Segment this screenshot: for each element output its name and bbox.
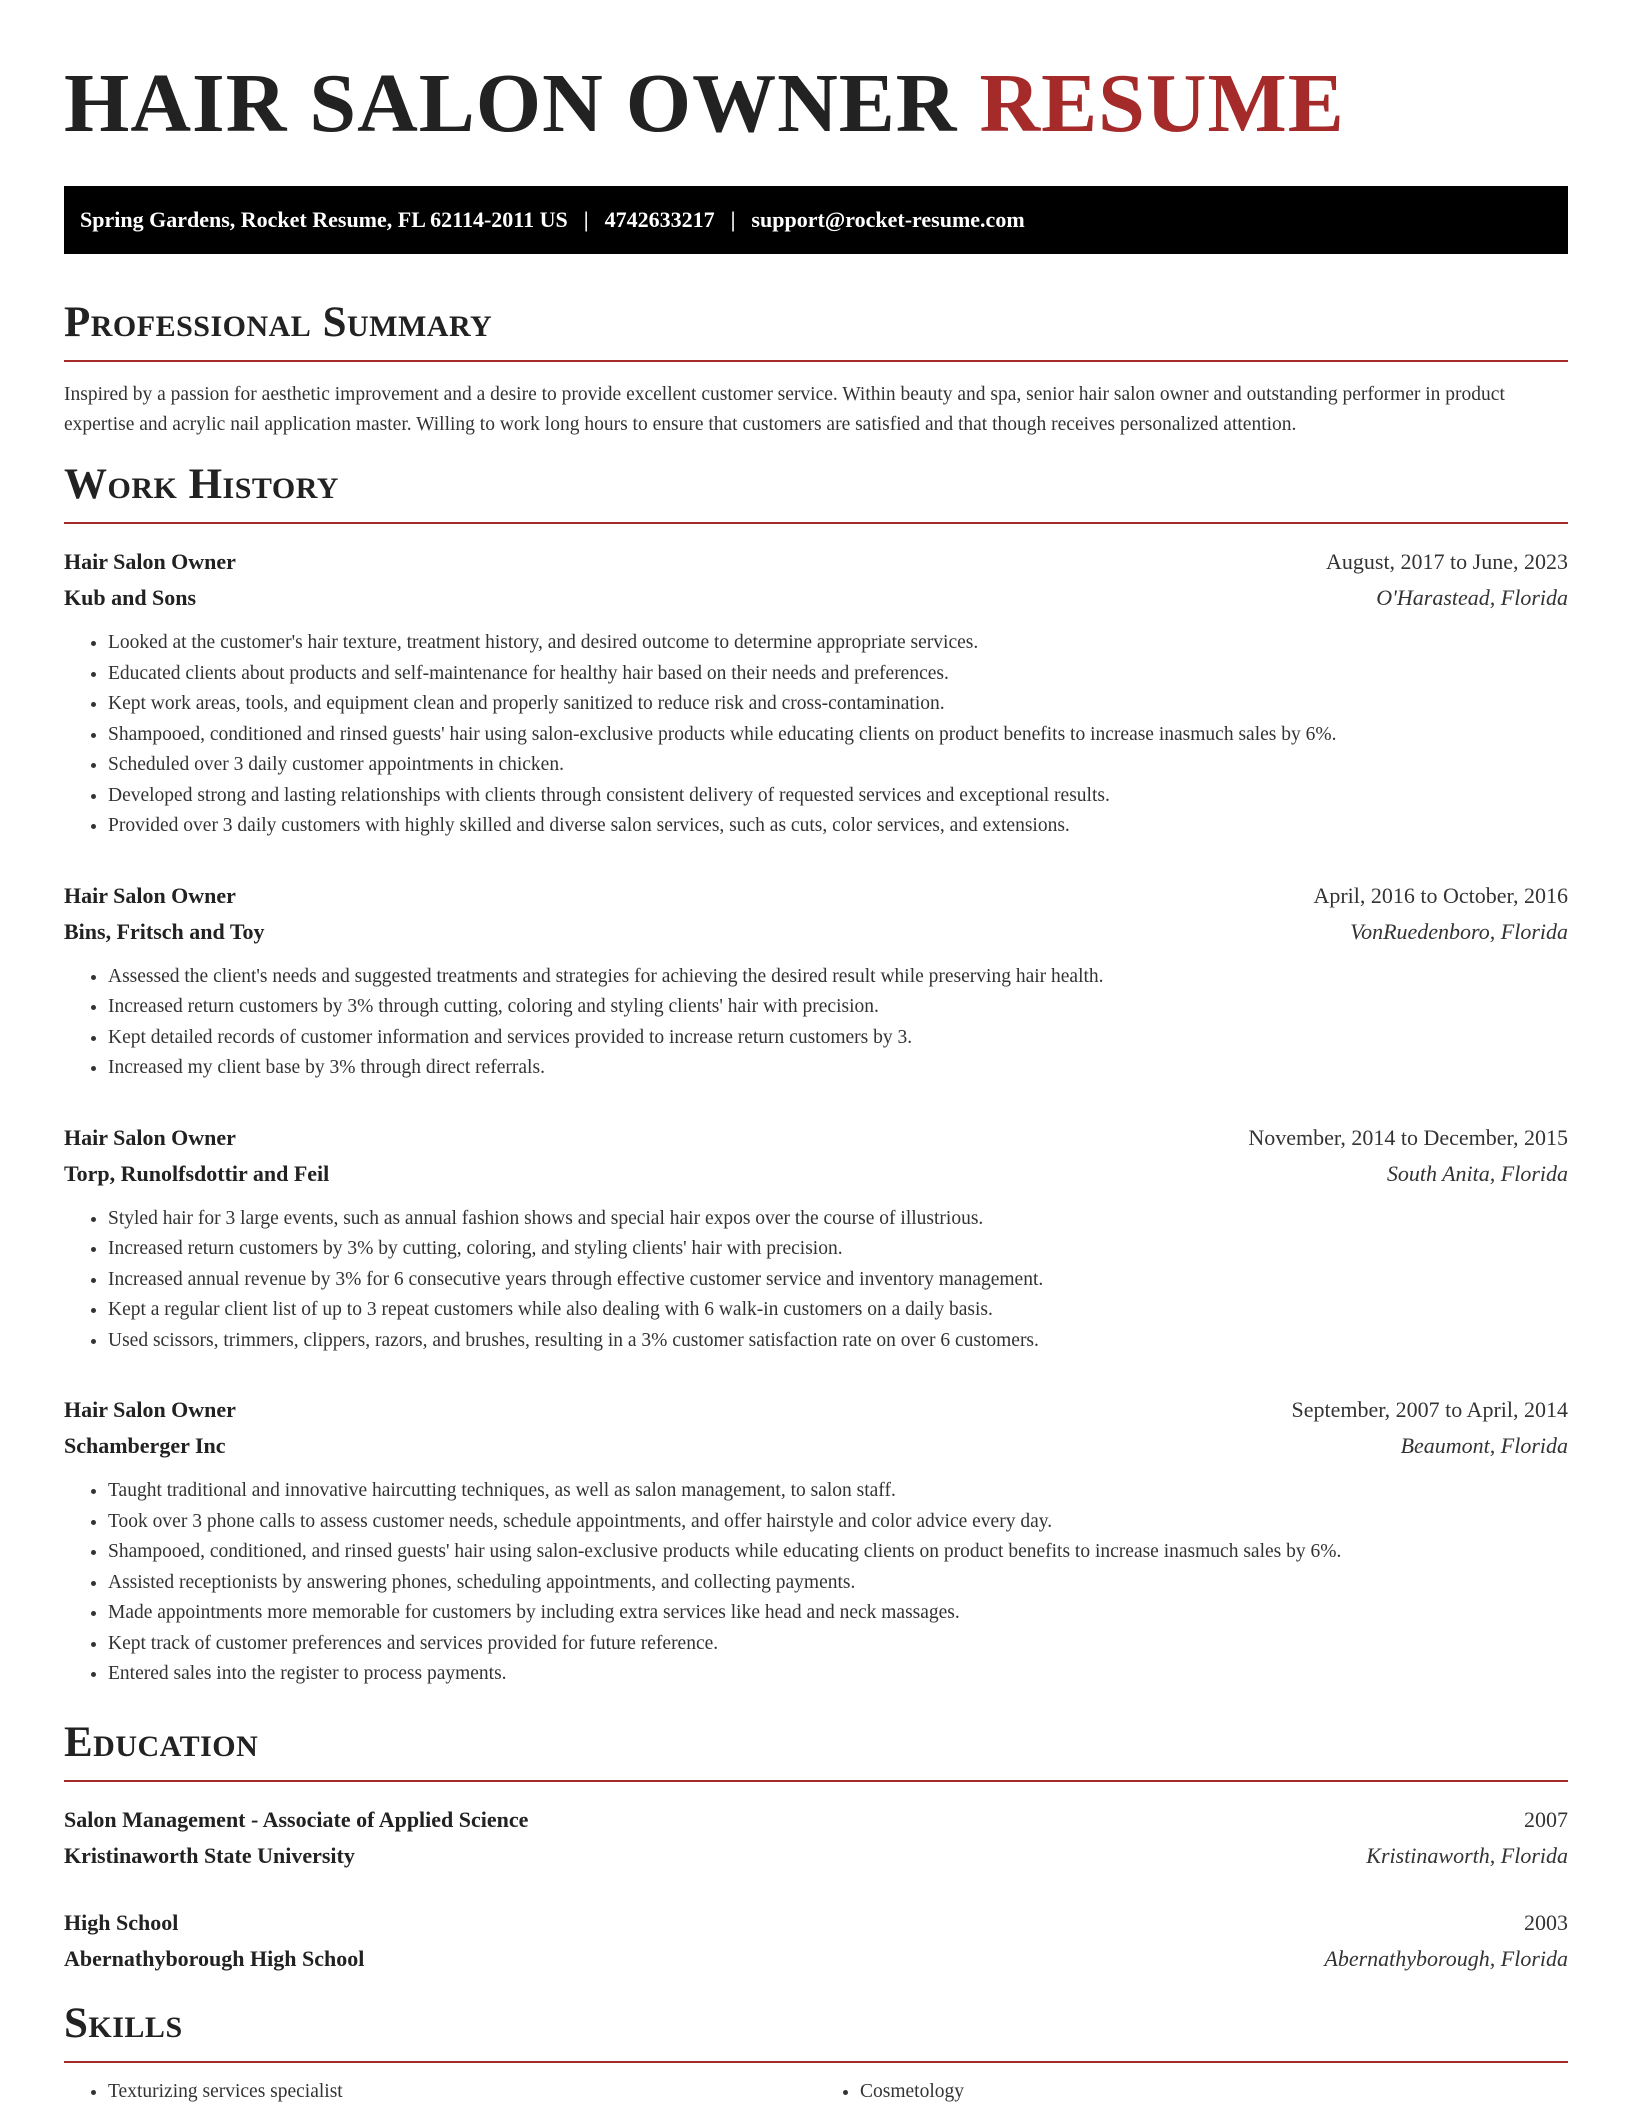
job-bullet: • Shampooed, conditioned and rinsed guests' hair using salon-exclusive products while educating clients on product benefits to increase inasmuch sales by 6%. — [108, 720, 1568, 751]
job-bullet: • Kept a regular client list of up to 3 repeat customers while also dealing with 6 walk-in customers on a daily basis. — [108, 1295, 1568, 1326]
job-dates: August, 2017 to June, 2023 — [1326, 549, 1568, 574]
job-location: O'Harastead, Florida — [1376, 585, 1568, 610]
contact-phone: 4742633217 — [604, 207, 715, 232]
job-header-row — [64, 878, 1568, 914]
job-bullet: • Shampooed, conditioned, and rinsed guests' hair using salon-exclusive products while educating clients on product benefits to increase inasmuch sales by 6%. — [108, 1537, 1568, 1568]
job-title: Hair Salon Owner — [64, 549, 236, 574]
job-bullet: • Kept track of customer preferences and services provided for future reference. — [108, 1629, 1568, 1660]
job-company-row — [64, 1428, 1568, 1464]
education-degree: Salon Management - Associate of Applied Science — [64, 1806, 529, 1832]
title-main: HAIR SALON OWNER — [64, 57, 958, 150]
section-divider — [64, 360, 1568, 362]
job-bullets — [64, 1204, 1568, 1357]
education-year: 2003 — [1524, 1909, 1568, 1935]
section-divider — [64, 522, 1568, 524]
job-location: VonRuedenboro, Florida — [1350, 918, 1568, 944]
job-header-row — [64, 1120, 1568, 1156]
education-degree: High School — [64, 1909, 179, 1935]
skills-heading: Skills — [64, 1999, 183, 2047]
job-company-row — [64, 1156, 1568, 1192]
job-bullets — [64, 962, 1568, 1084]
education-school-row — [64, 1941, 1568, 1977]
summary-heading: Professional Summary — [64, 299, 493, 346]
job-entry — [64, 878, 1568, 1084]
job-dates: November, 2014 to December, 2015 — [1248, 1124, 1568, 1150]
job-bullet: • Looked at the customer's hair texture, treatment history, and desired outcome to determine appropriate services. — [108, 628, 1568, 659]
education-entry — [64, 1905, 1568, 1977]
job-entry — [64, 544, 1568, 842]
job-list — [64, 544, 1568, 1690]
contact-bar — [64, 186, 1568, 254]
job-company: Torp, Runolfsdottir and Feil — [64, 1160, 330, 1186]
job-bullet: • Scheduled over 3 daily customer appointments in chicken. — [108, 750, 1568, 781]
job-title: Hair Salon Owner — [64, 1397, 236, 1422]
job-company-row — [64, 914, 1568, 950]
job-company-row — [64, 580, 1568, 616]
contact-separator: | — [730, 207, 736, 232]
job-bullet: • Assessed the client's needs and suggested treatments and strategies for achieving the desired result while preserving hair health. — [108, 962, 1568, 993]
job-bullet: • Entered sales into the register to process payments. — [108, 1659, 1568, 1690]
skills-column-left — [64, 2077, 816, 2107]
education-location: Kristinaworth, Florida — [1366, 1842, 1568, 1868]
skills-list — [64, 2077, 1568, 2107]
job-bullet: • Kept detailed records of customer information and services provided to increase return customers by 3. — [108, 1023, 1568, 1054]
job-bullet: • Increased return customers by 3% by cutting, coloring, and styling clients' hair with precision. — [108, 1234, 1568, 1265]
contact-separator: | — [583, 207, 589, 232]
job-company: Kub and Sons — [64, 585, 197, 610]
job-bullet: • Provided over 3 daily customers with highly skilled and diverse salon services, such as cuts, color services, and extensions. — [108, 811, 1568, 842]
contact-address: Spring Gardens, Rocket Resume, FL 62114-2011 US — [80, 207, 568, 232]
education-entry — [64, 1802, 1568, 1874]
job-entry — [64, 1120, 1568, 1357]
skills-column-right — [816, 2077, 1568, 2107]
job-header-row — [64, 544, 1568, 580]
job-bullet: • Styled hair for 3 large events, such as annual fashion shows and special hair expos over the course of illustrious. — [108, 1204, 1568, 1235]
job-location: South Anita, Florida — [1386, 1160, 1568, 1186]
education-location: Abernathyborough, Florida — [1324, 1945, 1568, 1971]
job-bullet: • Used scissors, trimmers, clippers, razors, and brushes, resulting in a 3% customer satisfaction rate on over 6 customers. — [108, 1326, 1568, 1357]
job-bullets — [64, 1476, 1568, 1690]
job-bullet: • Increased annual revenue by 3% for 6 consecutive years through effective customer service and inventory management. — [108, 1265, 1568, 1296]
job-title: Hair Salon Owner — [64, 1124, 236, 1150]
title-accent: RESUME — [979, 57, 1345, 150]
job-location: Beaumont, Florida — [1400, 1433, 1568, 1458]
job-bullet: • Developed strong and lasting relationships with clients through consistent delivery of requested services and exceptional results. — [108, 781, 1568, 812]
education-degree-row — [64, 1905, 1568, 1941]
job-bullet: • Educated clients about products and self-maintenance for healthy hair based on their needs and preferences. — [108, 659, 1568, 690]
job-header-row — [64, 1392, 1568, 1428]
education-list — [64, 1802, 1568, 1977]
contact-email: support@rocket-resume.com — [751, 207, 1025, 232]
job-bullet: • Increased my client base by 3% through direct referrals. — [108, 1053, 1568, 1084]
work-history-heading: Work History — [64, 461, 339, 508]
section-divider — [64, 2061, 1568, 2063]
education-school: Abernathyborough High School — [64, 1945, 365, 1971]
education-school: Kristinaworth State University — [64, 1842, 355, 1868]
job-dates: September, 2007 to April, 2014 — [1291, 1397, 1568, 1422]
job-bullet: • Assisted receptionists by answering phones, scheduling appointments, and collecting payments. — [108, 1568, 1568, 1599]
summary-text: Inspired by a passion for aesthetic improvement and a desire to provide excellent customer service. Within beauty and spa, senior hair salon owner and outstanding performer in product expertise and acrylic nail application master. Willing to work long hours to ensure that customers are satisfied and that though receives personalized attention. — [64, 384, 1505, 435]
education-school-row — [64, 1838, 1568, 1874]
job-entry — [64, 1392, 1568, 1690]
job-company: Schamberger Inc — [64, 1433, 226, 1458]
job-bullet: • Made appointments more memorable for customers by including extra services like head and neck massages. — [108, 1598, 1568, 1629]
education-heading: Education — [64, 1718, 259, 1766]
resume-title — [64, 56, 1568, 152]
job-bullet: • Increased return customers by 3% through cutting, coloring and styling clients' hair with precision. — [108, 992, 1568, 1023]
section-divider — [64, 1780, 1568, 1782]
job-title: Hair Salon Owner — [64, 882, 236, 908]
job-company: Bins, Fritsch and Toy — [64, 918, 265, 944]
job-bullet: • Took over 3 phone calls to assess customer needs, schedule appointments, and offer hairstyle and color advice every day. — [108, 1507, 1568, 1538]
skill-item: • Texturizing services specialist — [108, 2077, 816, 2107]
education-year: 2007 — [1524, 1806, 1568, 1832]
job-bullets — [64, 628, 1568, 842]
job-dates: April, 2016 to October, 2016 — [1313, 882, 1568, 908]
education-degree-row — [64, 1802, 1568, 1838]
job-bullet: • Taught traditional and innovative haircutting techniques, as well as salon management, to salon staff. — [108, 1476, 1568, 1507]
skill-item: • Cosmetology — [860, 2077, 1568, 2107]
job-bullet: • Kept work areas, tools, and equipment clean and properly sanitized to reduce risk and cross-contamination. — [108, 689, 1568, 720]
